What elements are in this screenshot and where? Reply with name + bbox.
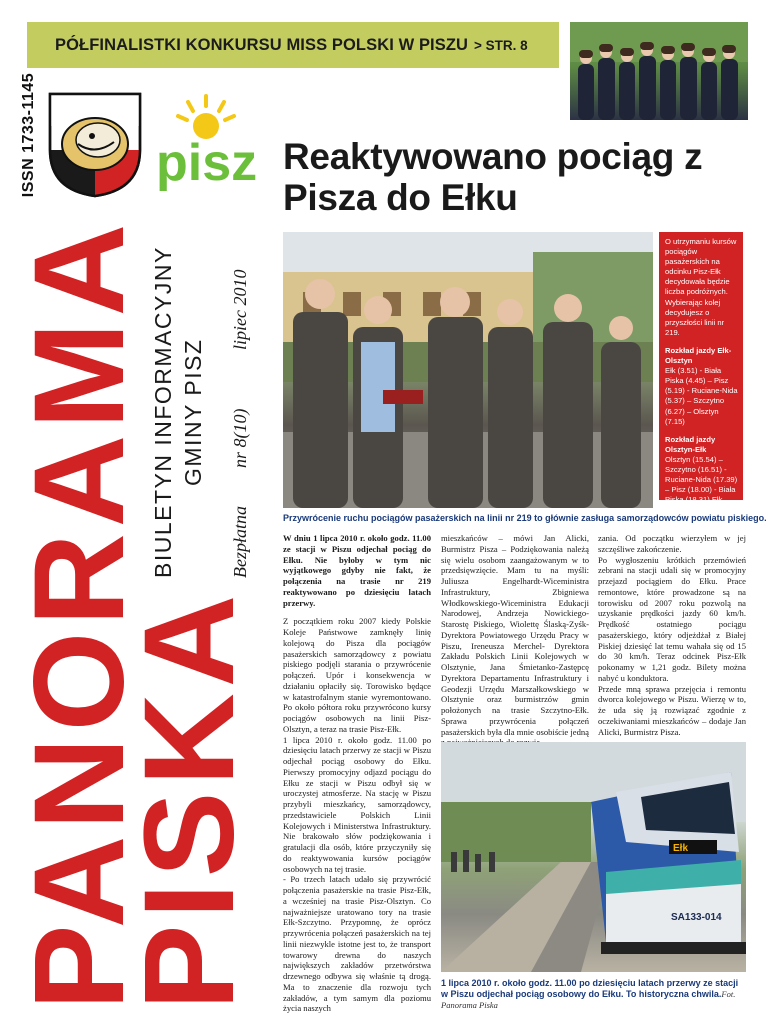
issn-number: ISSN 1733-1145	[20, 72, 37, 198]
masthead-title-line2: PISKA	[118, 588, 261, 1010]
top-banner	[27, 22, 559, 68]
issue-number: nr 8(10)	[230, 408, 250, 468]
train-number-label: SA133-014	[671, 912, 722, 923]
article-column-3	[598, 533, 746, 737]
train-caption-text: 1 lipca 2010 r. około godz. 11.00 po dziesięciu latach przerwy ze stacji w Piszu odjechał pociąg osobowy do Ełku. To historyczna chwila.	[441, 978, 739, 999]
train-photo-caption	[441, 978, 746, 1011]
article-paragraph: mieszkańców – mówi Jan Alicki, Burmistrz Pisza – Podziękowania należą się wielu osobom zaangażowanym w to przedsięwzięcie. Mam tu na myśli: Juliusza Engelhardt-Wiceministra Infrastruktury, Zbigniewa Włodkowskiego-Wiceministra Edukacji Narodowej, Andrzeja Nowickiego-Starostę Piskiego, Wiolettę Ślaską-Zyśk-Dyrektora Powiatowego Urzędu Pracy w Piszu, Ireneusza Merchel- Dyrektora Zakładu Polskich Linii Kolejowych w Olsztynie, Jana Śmietanko-Zastępcę Dyrektora Departamentu Infrastruktury i Geodezji Urzędu Marszałkowskiego w Olsztynie oraz burmistrzów gmin położonych na trasie Szczytno-Ełk. Sprawa przywrócenia połączeń pasażerskich była dla mnie osobiście jedną	[441, 533, 589, 737]
ceremony-photo-caption: Przywrócenie ruchu pociągów pasażerskich na linii nr 219 to głównie zasługa samorządowców powiatu piskiego.	[283, 513, 767, 523]
schedule-elk-olsztyn-body: Ełk (3.51) - Biała Piska (4.45) – Pisz (5.19) - Ruciane-Nida (5.37) – Szczytno (6.27) – Olsztyn (7.15)	[665, 366, 738, 426]
article-paragraph: Z początkiem roku 2007 kiedy Polskie Koleje Państwowe zamknęły linię kolejową do Pisza dla pociągów pasażerskich samorządowcy z powiatu piskiego podjęli starania o przywrócenie połączeń. Upór i konsekwencja w działaniu opłaciły się. Torowisko będące w katastrofalnym stanie wyremontowano. Po około półtora roku przywrócono kursy pociągów osobowych na linii Pisz-Olsztyn, a teraz na trasie Pisz-Ełk.	[283, 616, 431, 734]
article-paragraph: Przede mną sprawa przejęcia i remontu dworca kolejowego w Piszu. Wierzę w to, że uda się ją rozwiązać zgodnie z oczekiwaniami mieszkańców – dodaje Jan Alicki, Burmistrz Pisza.	[598, 683, 746, 737]
article-column-1	[283, 533, 431, 1014]
banner-headline[interactable]: PÓŁFINALISTKI KONKURSU MISS POLSKI W PISZU	[55, 35, 469, 54]
pisz-sun-logo-icon	[148, 92, 258, 192]
train-destination-display: Ełk	[673, 843, 689, 854]
article-paragraph: zania. Od początku wierzyłem w jej szczęśliwe zakończenie.	[598, 533, 746, 554]
schedule-olsztyn-elk-title: Rozkład jazdy Olsztyn-Ełk	[665, 434, 716, 454]
sidebar-intro: O utrzymaniu kursów pociągów pasażerskich na odcinku Pisz-Ełk decydowała będzie liczba podróżnych. Wybierając kolej decydujesz o przyszłości linii nr 219.	[665, 237, 737, 337]
schedule-sidebar	[659, 232, 743, 515]
train-photo	[441, 742, 746, 972]
article-headline: Reaktywowano pociąg z Pisza do Ełku	[283, 136, 703, 218]
masthead-title-line1: PANORAMA	[8, 217, 151, 1010]
miss-contestants-photo	[570, 22, 748, 120]
subtitle-municipality: GMINY PISZ	[180, 338, 206, 486]
article-lead: W dniu 1 lipca 2010 r. około godz. 11.00 ze stacji w Piszu odjechał pociąg do Ełku. Nie byłoby w tym nic wyjątkowego gdyby nie fakt, że połączenia na trasie nr 219 reaktywowano po dziesięciu latach przerwy.	[283, 533, 431, 608]
pisz-logo-text: pisz	[156, 134, 258, 192]
subtitle-bulletin: BIULETYN INFORMACYJNY	[150, 246, 176, 578]
article-paragraph: - Po trzech latach udało się przywrócić połączenia pasażerskie na trasie Pisz-Ełk, a wcześniej na trasie Pisz-Olsztyn. Co najważniejsze uratowano tory na trasie Ełk-Szczytno. Przypomnę, że oprócz przywrócenia połączeń pasażerskich na tej linii niezwykle istotne jest to, że transport towarowy drewna do naszych największych zakładów przetwórstwa drzewnego odbywa się właśnie tą drogą. Ma to znaczenie dla rozwoju tych zakładów, a tym samym dla poziomu życia naszych	[283, 874, 431, 1014]
article-column-2	[441, 533, 589, 737]
photo-credit: Fot. Panorama Piska	[441, 989, 736, 1010]
masthead-subtitle	[150, 218, 270, 578]
issue-date: lipiec 2010	[230, 269, 250, 350]
ceremony-photo	[283, 232, 653, 508]
schedule-olsztyn-elk-body: Olsztyn (15.54) – Szczytno (16.51) - Ruciane-Nida (17.39) – Pisz (18.00) - Biała Piska (18.31) Ełk (19.28)	[665, 454, 738, 515]
pisz-coat-of-arms-icon	[48, 92, 142, 198]
free-label: Bezpłatna	[230, 506, 250, 578]
article-paragraph: Po wygłoszeniu krótkich przemówień zebrani na stacji udali się w promocyjny przejazd pociągiem do Ełku. Prace remontowe, które prowadzone są na torowisku od 2007 roku pozwolą na uzyskanie prędkości jazdy 60 km/h. Prędkość ostatniego pociągu pasażerskiego, który odjeżdżał z Białej Piskiej dziesięć lat temu wahała się od 15 do 30 km/h. Teraz odcinek Pisz-Ełk pokonamy w 1,21 godz. Bilety można nabyć u konduktora.	[598, 554, 746, 683]
banner-page-ref[interactable]: > STR. 8	[474, 37, 528, 53]
schedule-elk-olsztyn-title: Rozkład jazdy Ełk-Olsztyn	[665, 345, 732, 366]
article-paragraph: 1 lipca 2010 r. około godz. 11.00 po dziesięciu latach przerwy ze stacji w Piszu odjechał pociąg osobowy do Ełku. Pierwszy promocyjny odjazd pociągu do Ełku ze stacji w Piszu odbył się w uroczystej atmosferze. Na stację w Piszu przybyli mieszkańcy, samorządowcy, przedstawiciele Polskich Linii Kolejowych i Ministerstwa Infrastruktury. Nie brakowało słów podziękowania i gratulacji dla osób, które przyczyniły się do reaktywowania kursów pociągów osobowych na tej trasie.	[283, 734, 431, 874]
